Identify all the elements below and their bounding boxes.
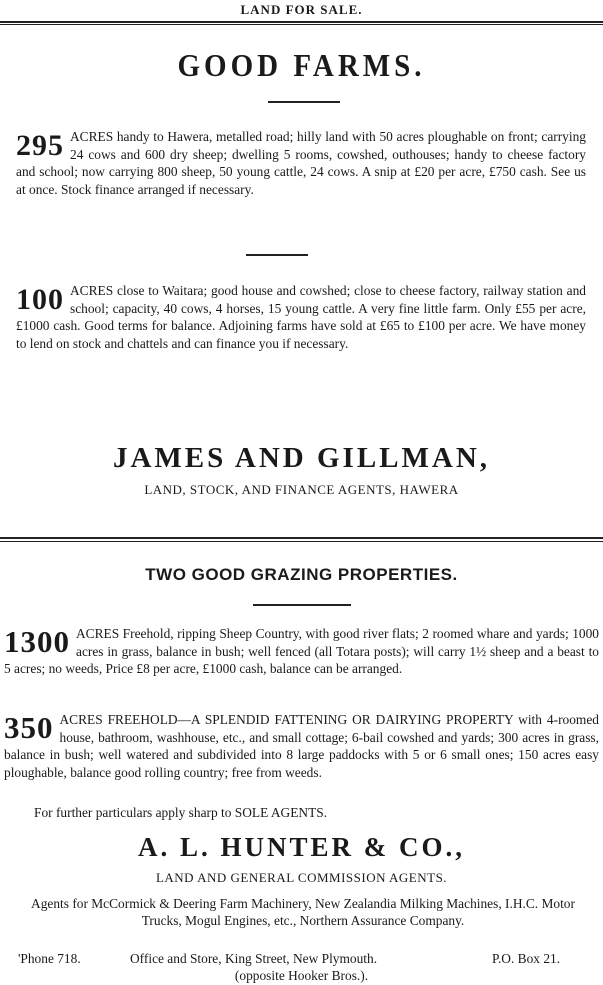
ad1-listing-295 bbox=[16, 128, 586, 198]
ad2-opposite: (opposite Hooker Bros.). bbox=[234, 968, 369, 983]
ad1-title: GOOD FARMS. bbox=[177, 48, 426, 84]
top-rule bbox=[0, 21, 603, 23]
ad2-closing: For further particulars apply sharp to SOLE AGENTS. bbox=[34, 805, 328, 820]
section-title: LAND FOR SALE. bbox=[240, 2, 363, 17]
ad1-title-rule bbox=[268, 101, 340, 103]
ad2-agent-subtitle: LAND AND GENERAL COMMISSION AGENTS. bbox=[155, 870, 448, 885]
ad2-office: Office and Store, King Street, New Plymouth. bbox=[130, 951, 378, 966]
listing-text: ACRES FREEHOLD—A SPLENDID FATTENING OR DAIRYING PROPERTY with 4-roomed house, bathroom, washhouse, etc., and small cottage; 6-bail cowshed and yards; 300 acres in grass, balance in bush; well watered and subdivided into 8 large paddocks with 5 or 6 small ones; 150 acres easy ploughable, balance good rolling country; free from weeds. bbox=[4, 712, 599, 780]
ad2-listing-350 bbox=[4, 711, 599, 781]
ad2-agent-name: A. L. HUNTER & CO., bbox=[137, 832, 465, 862]
ad2-listing-1300 bbox=[4, 625, 599, 678]
ad2-title-rule bbox=[253, 604, 351, 606]
listing-number: 350 bbox=[4, 710, 54, 745]
ad-separator bbox=[0, 537, 603, 539]
ad1-divider bbox=[246, 254, 308, 256]
listing-number: 100 bbox=[16, 283, 64, 316]
listing-number: 1300 bbox=[4, 624, 70, 659]
ad2-title: TWO GOOD GRAZING PROPERTIES. bbox=[145, 565, 458, 584]
ad2-po-box: P.O. Box 21. bbox=[492, 951, 561, 966]
listing-text: ACRES handy to Hawera, metalled road; hilly land with 50 acres ploughable on front; carrying 24 cows and 600 dry sheep; dwelling 5 rooms, cowshed, outhouses; handy to cheese factory and school; now carrying 800 sheep, 50 young cattle, 24 cows. A snip at £20 per acre, £750 cash. See us at once. Stock finance arranged if necessary. bbox=[16, 129, 586, 197]
ad-separator-thin bbox=[0, 541, 603, 542]
listing-text: ACRES Freehold, ripping Sheep Country, with good river flats; 2 roomed whare and yards; 1000 acres in grass, balance in bush; well fenced (all Totara posts); will carry 1½ sheep and a beast to 5 acres; no weeds, Price £8 per acre, £1000 cash, balance can be arranged. bbox=[4, 626, 599, 676]
listing-number: 295 bbox=[16, 129, 64, 162]
ad1-agent-name: JAMES AND GILLMAN, bbox=[112, 442, 491, 474]
ad2-phone: 'Phone 718. bbox=[18, 951, 81, 966]
top-rule-thin bbox=[0, 24, 603, 25]
ad2-agents-for: Agents for McCormick & Deering Farm Machinery, New Zealandia Milking Machines, I.H.C. Motor Trucks, Mogul Engines, etc., Northern Assurance Company. bbox=[31, 896, 575, 928]
listing-text: ACRES close to Waitara; good house and cowshed; close to cheese factory, railway station and school; capacity, 40 cows, 4 horses, 15 young cattle. A very fine little farm. Only £55 per acre, £1000 cash. Good terms for balance. Adjoining farms have sold at £65 to £100 per acre. We have money to lend on stock and chattels and can finance you if necessary. bbox=[16, 283, 586, 351]
ad1-listing-100 bbox=[16, 282, 586, 352]
ad1-agent-subtitle: LAND, STOCK, AND FINANCE AGENTS, HAWERA bbox=[144, 482, 459, 497]
